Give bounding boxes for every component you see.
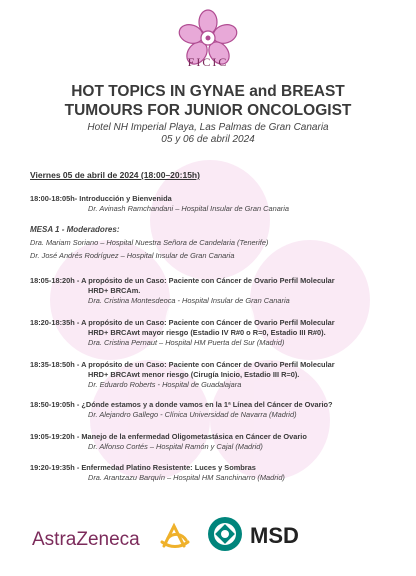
- session-time: 19:05-19:20h: [30, 432, 75, 441]
- session-title: - ¿Dónde estamos y a donde vamos en la 1ª Línea del Cáncer de Ovario?: [74, 400, 333, 409]
- session-speaker: Dra. Cristina Montesdeoca - Hospital Insular de Gran Canaria: [88, 296, 290, 305]
- mesa-label: MESA 1 - Moderadores:: [30, 225, 120, 234]
- astrazeneca-logo: [32, 520, 192, 554]
- event-subtitle: [0, 122, 416, 146]
- title-line-2: TUMOURS FOR JUNIOR ONCOLOGIST: [64, 102, 352, 119]
- astrazeneca-symbol-icon: [162, 526, 188, 547]
- session-2: [30, 318, 400, 348]
- moderator-2: Dr. José Andrés Rodríguez – Hospital Insular de Gran Canaria: [30, 251, 235, 260]
- session-1: [30, 276, 400, 306]
- day-heading: Viernes 05 de abril de 2024 (18:00–20:15h): [30, 170, 200, 180]
- session-title-cont: HRD+ BRCAm.: [88, 286, 141, 295]
- msd-logo: [204, 513, 304, 555]
- session-title: - A propósito de un Caso: Paciente con Cáncer de Ovario Perfil Molecular: [74, 360, 335, 369]
- session-title: - Introducción y Bienvenida: [74, 194, 172, 203]
- session-time: 18:05-18:20h: [30, 276, 75, 285]
- event-dates: 05 y 06 de abril 2024: [161, 134, 255, 145]
- session-time: 18:00-18:05h: [30, 194, 75, 203]
- session-time: 18:20-18:35h: [30, 318, 75, 327]
- session-time: 18:50-19:05h: [30, 400, 75, 409]
- session-title-cont: HRD+ BRCAwt mayor riesgo (Estadio IV R#0 o R=0, Estadio III R#0).: [88, 328, 326, 337]
- session-title: - Manejo de la enfermedad Oligometastásica en Cáncer de Ovario: [74, 432, 307, 441]
- astrazeneca-wordmark: AstraZeneca: [32, 529, 140, 550]
- msd-wordmark: MSD: [250, 523, 299, 548]
- logo-wordmark: FICIC: [187, 55, 229, 69]
- msd-symbol-icon: [208, 517, 242, 551]
- session-speaker: Dr. Avinash Ramchandani – Hospital Insular de Gran Canaria: [88, 204, 290, 213]
- session-speaker: Dr. Alejandro Gallego - Clínica Universidad de Navarra (Madrid): [88, 410, 297, 419]
- session-speaker: Dra. Arantzazu Barquín – Hospital HM Sanchinarro (Madrid): [88, 473, 285, 482]
- session-title: - A propósito de un Caso: Paciente con Cáncer de Ovario Perfil Molecular: [74, 276, 335, 285]
- event-title: [0, 82, 416, 120]
- session-title-cont: HRD+ BRCAwt menor riesgo (Cirugía Inicio, Estadio III R=0).: [88, 370, 300, 379]
- session-4: [30, 400, 400, 420]
- session-6: [30, 463, 400, 483]
- session-5: [30, 432, 400, 452]
- session-3: [30, 360, 400, 390]
- session-welcome: [30, 194, 400, 214]
- session-speaker: Dr. Alfonso Cortés – Hospital Ramón y Cajal (Madrid): [88, 442, 263, 451]
- title-line-1: HOT TOPICS IN GYNAE and BREAST: [71, 83, 345, 100]
- venue: Hotel NH Imperial Playa, Las Palmas de Gran Canaria: [87, 122, 329, 133]
- mesa-block: [30, 225, 400, 261]
- session-time: 18:35-18:50h: [30, 360, 75, 369]
- session-title: - A propósito de un Caso: Paciente con Cáncer de Ovario Perfil Molecular: [74, 318, 335, 327]
- moderator-1: Dra. Mariam Soriano – Hospital Nuestra Señora de Candelaria (Tenerife): [30, 238, 269, 247]
- session-title: - Enfermedad Platino Resistente: Luces y Sombras: [74, 463, 256, 472]
- session-time: 19:20-19:35h: [30, 463, 75, 472]
- session-speaker: Dra. Cristina Pernaut – Hospital HM Puerta del Sur (Madrid): [88, 338, 285, 347]
- session-speaker: Dr. Eduardo Roberts - Hospital de Guadalajara: [88, 380, 242, 389]
